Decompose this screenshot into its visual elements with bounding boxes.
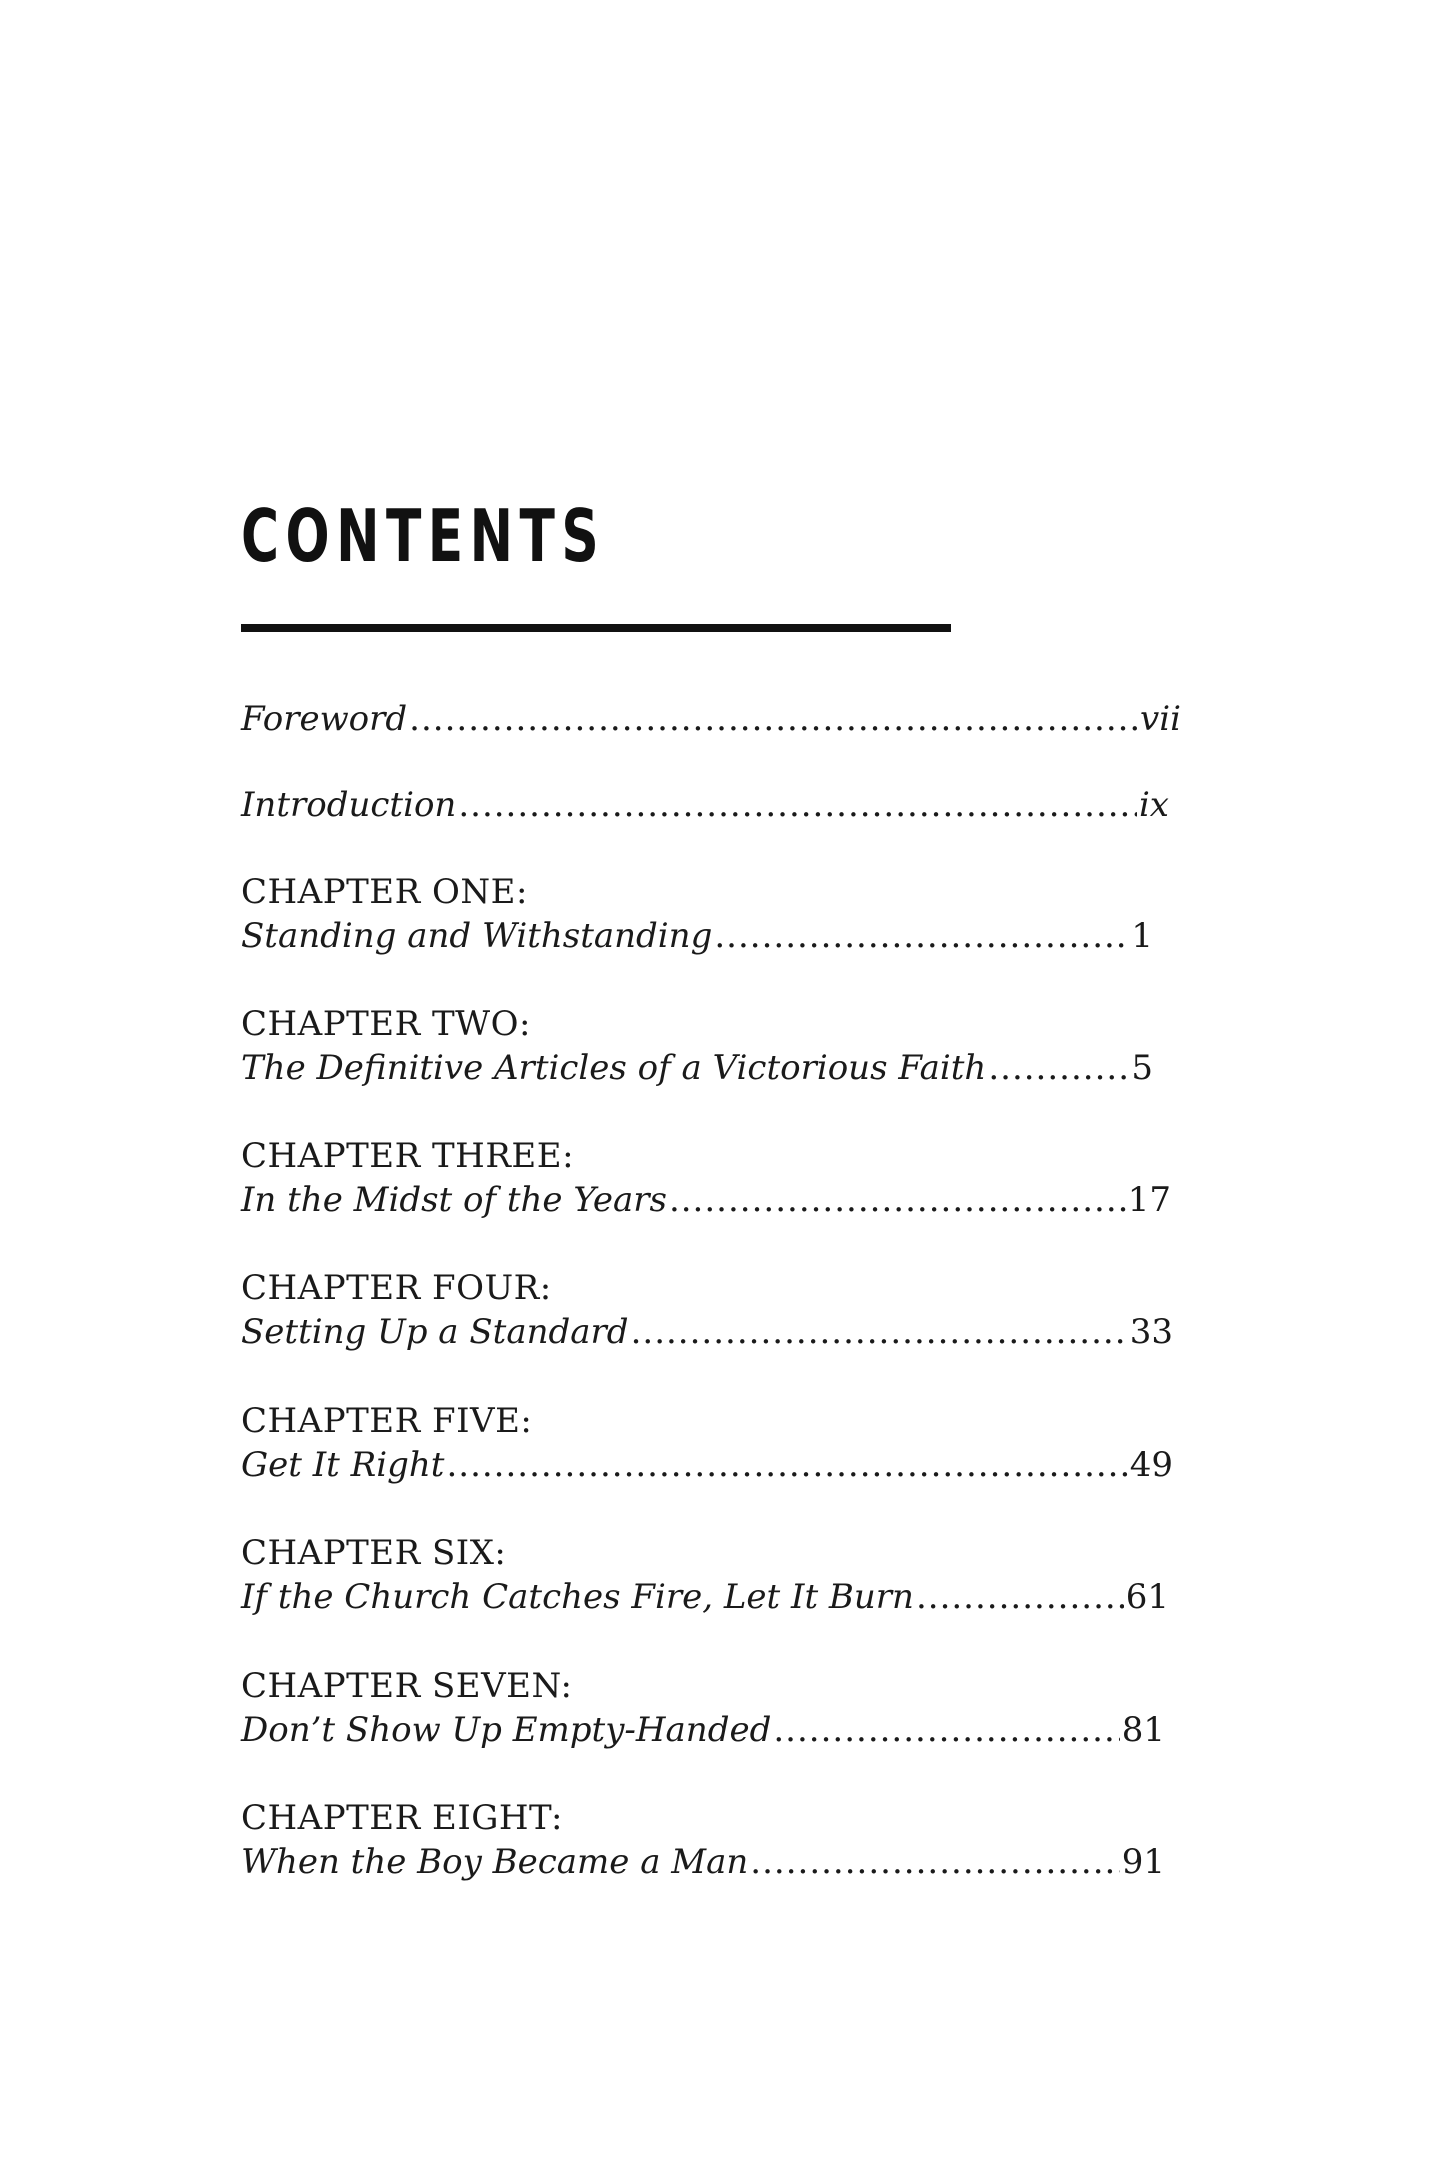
toc-entry-line[interactable] xyxy=(241,1840,1165,1884)
toc-entry-introduction xyxy=(241,783,1169,827)
chapter-label: CHAPTER SEVEN: xyxy=(241,1666,573,1706)
toc-entry-line[interactable] xyxy=(241,1708,1165,1752)
toc-entry-chapter-four xyxy=(241,1266,1173,1354)
page-number: 49 xyxy=(1129,1445,1173,1485)
chapter-label: CHAPTER FOUR: xyxy=(241,1268,552,1308)
toc-entry-line[interactable] xyxy=(241,697,1181,741)
page-number: 1 xyxy=(1131,916,1153,956)
toc-entry-chapter-three xyxy=(241,1134,1171,1222)
toc-entry-line[interactable] xyxy=(241,914,1153,958)
page-number: vii xyxy=(1140,699,1181,739)
chapter-label: CHAPTER SIX: xyxy=(241,1533,507,1573)
toc-entry-chapter-seven xyxy=(241,1664,1165,1752)
entry-title: Introduction xyxy=(241,785,457,825)
dot-leader xyxy=(631,1310,1128,1354)
entry-title: Setting Up a Standard xyxy=(241,1312,629,1352)
entry-title: In the Midst of the Years xyxy=(241,1180,667,1220)
chapter-label: CHAPTER TWO: xyxy=(241,1004,531,1044)
toc-entry-line[interactable] xyxy=(241,1310,1173,1354)
toc-entry-line[interactable] xyxy=(241,1046,1153,1090)
toc-entry-line[interactable] xyxy=(241,783,1169,827)
entry-title: Get It Right xyxy=(241,1445,445,1485)
page-number: 17 xyxy=(1127,1180,1171,1220)
toc-entry-line[interactable] xyxy=(241,1575,1169,1619)
dot-leader xyxy=(409,697,1138,741)
toc-entry-chapter-eight xyxy=(241,1796,1165,1884)
dot-leader xyxy=(773,1708,1119,1752)
page-number: 81 xyxy=(1121,1710,1165,1750)
toc-entry-chapter-two xyxy=(241,1002,1153,1090)
page-number: ix xyxy=(1138,785,1169,825)
dot-leader xyxy=(714,914,1129,958)
entry-title: When the Boy Became a Man xyxy=(241,1842,749,1882)
page-number: 33 xyxy=(1129,1312,1173,1352)
chapter-label: CHAPTER THREE: xyxy=(241,1136,575,1176)
page-title: CONTENTS xyxy=(241,494,606,578)
chapter-label: CHAPTER EIGHT: xyxy=(241,1798,563,1838)
toc-entry-line[interactable] xyxy=(241,1443,1173,1487)
toc-page xyxy=(241,0,1191,2168)
toc-entry-chapter-one xyxy=(241,870,1153,958)
toc-entry-chapter-six xyxy=(241,1531,1169,1619)
dot-leader xyxy=(988,1046,1129,1090)
page-number: 91 xyxy=(1121,1842,1165,1882)
dot-leader xyxy=(446,1443,1127,1487)
title-underline xyxy=(241,624,951,632)
chapter-label: CHAPTER FIVE: xyxy=(241,1401,533,1441)
toc-entry-foreword xyxy=(241,697,1181,741)
dot-leader xyxy=(458,783,1137,827)
entry-title: The Definitive Articles of a Victorious Faith xyxy=(241,1048,987,1088)
page-number: 61 xyxy=(1125,1577,1169,1617)
page-number: 5 xyxy=(1131,1048,1153,1088)
dot-leader xyxy=(750,1840,1119,1884)
dot-leader xyxy=(669,1178,1126,1222)
entry-title: Don’t Show Up Empty-Handed xyxy=(241,1710,772,1750)
entry-title: Foreword xyxy=(241,699,408,739)
entry-title: Standing and Withstanding xyxy=(241,916,713,956)
toc-entry-chapter-five xyxy=(241,1399,1173,1487)
dot-leader xyxy=(916,1575,1124,1619)
toc-entry-line[interactable] xyxy=(241,1178,1171,1222)
entry-title: If the Church Catches Fire, Let It Burn xyxy=(241,1577,914,1617)
chapter-label: CHAPTER ONE: xyxy=(241,872,528,912)
